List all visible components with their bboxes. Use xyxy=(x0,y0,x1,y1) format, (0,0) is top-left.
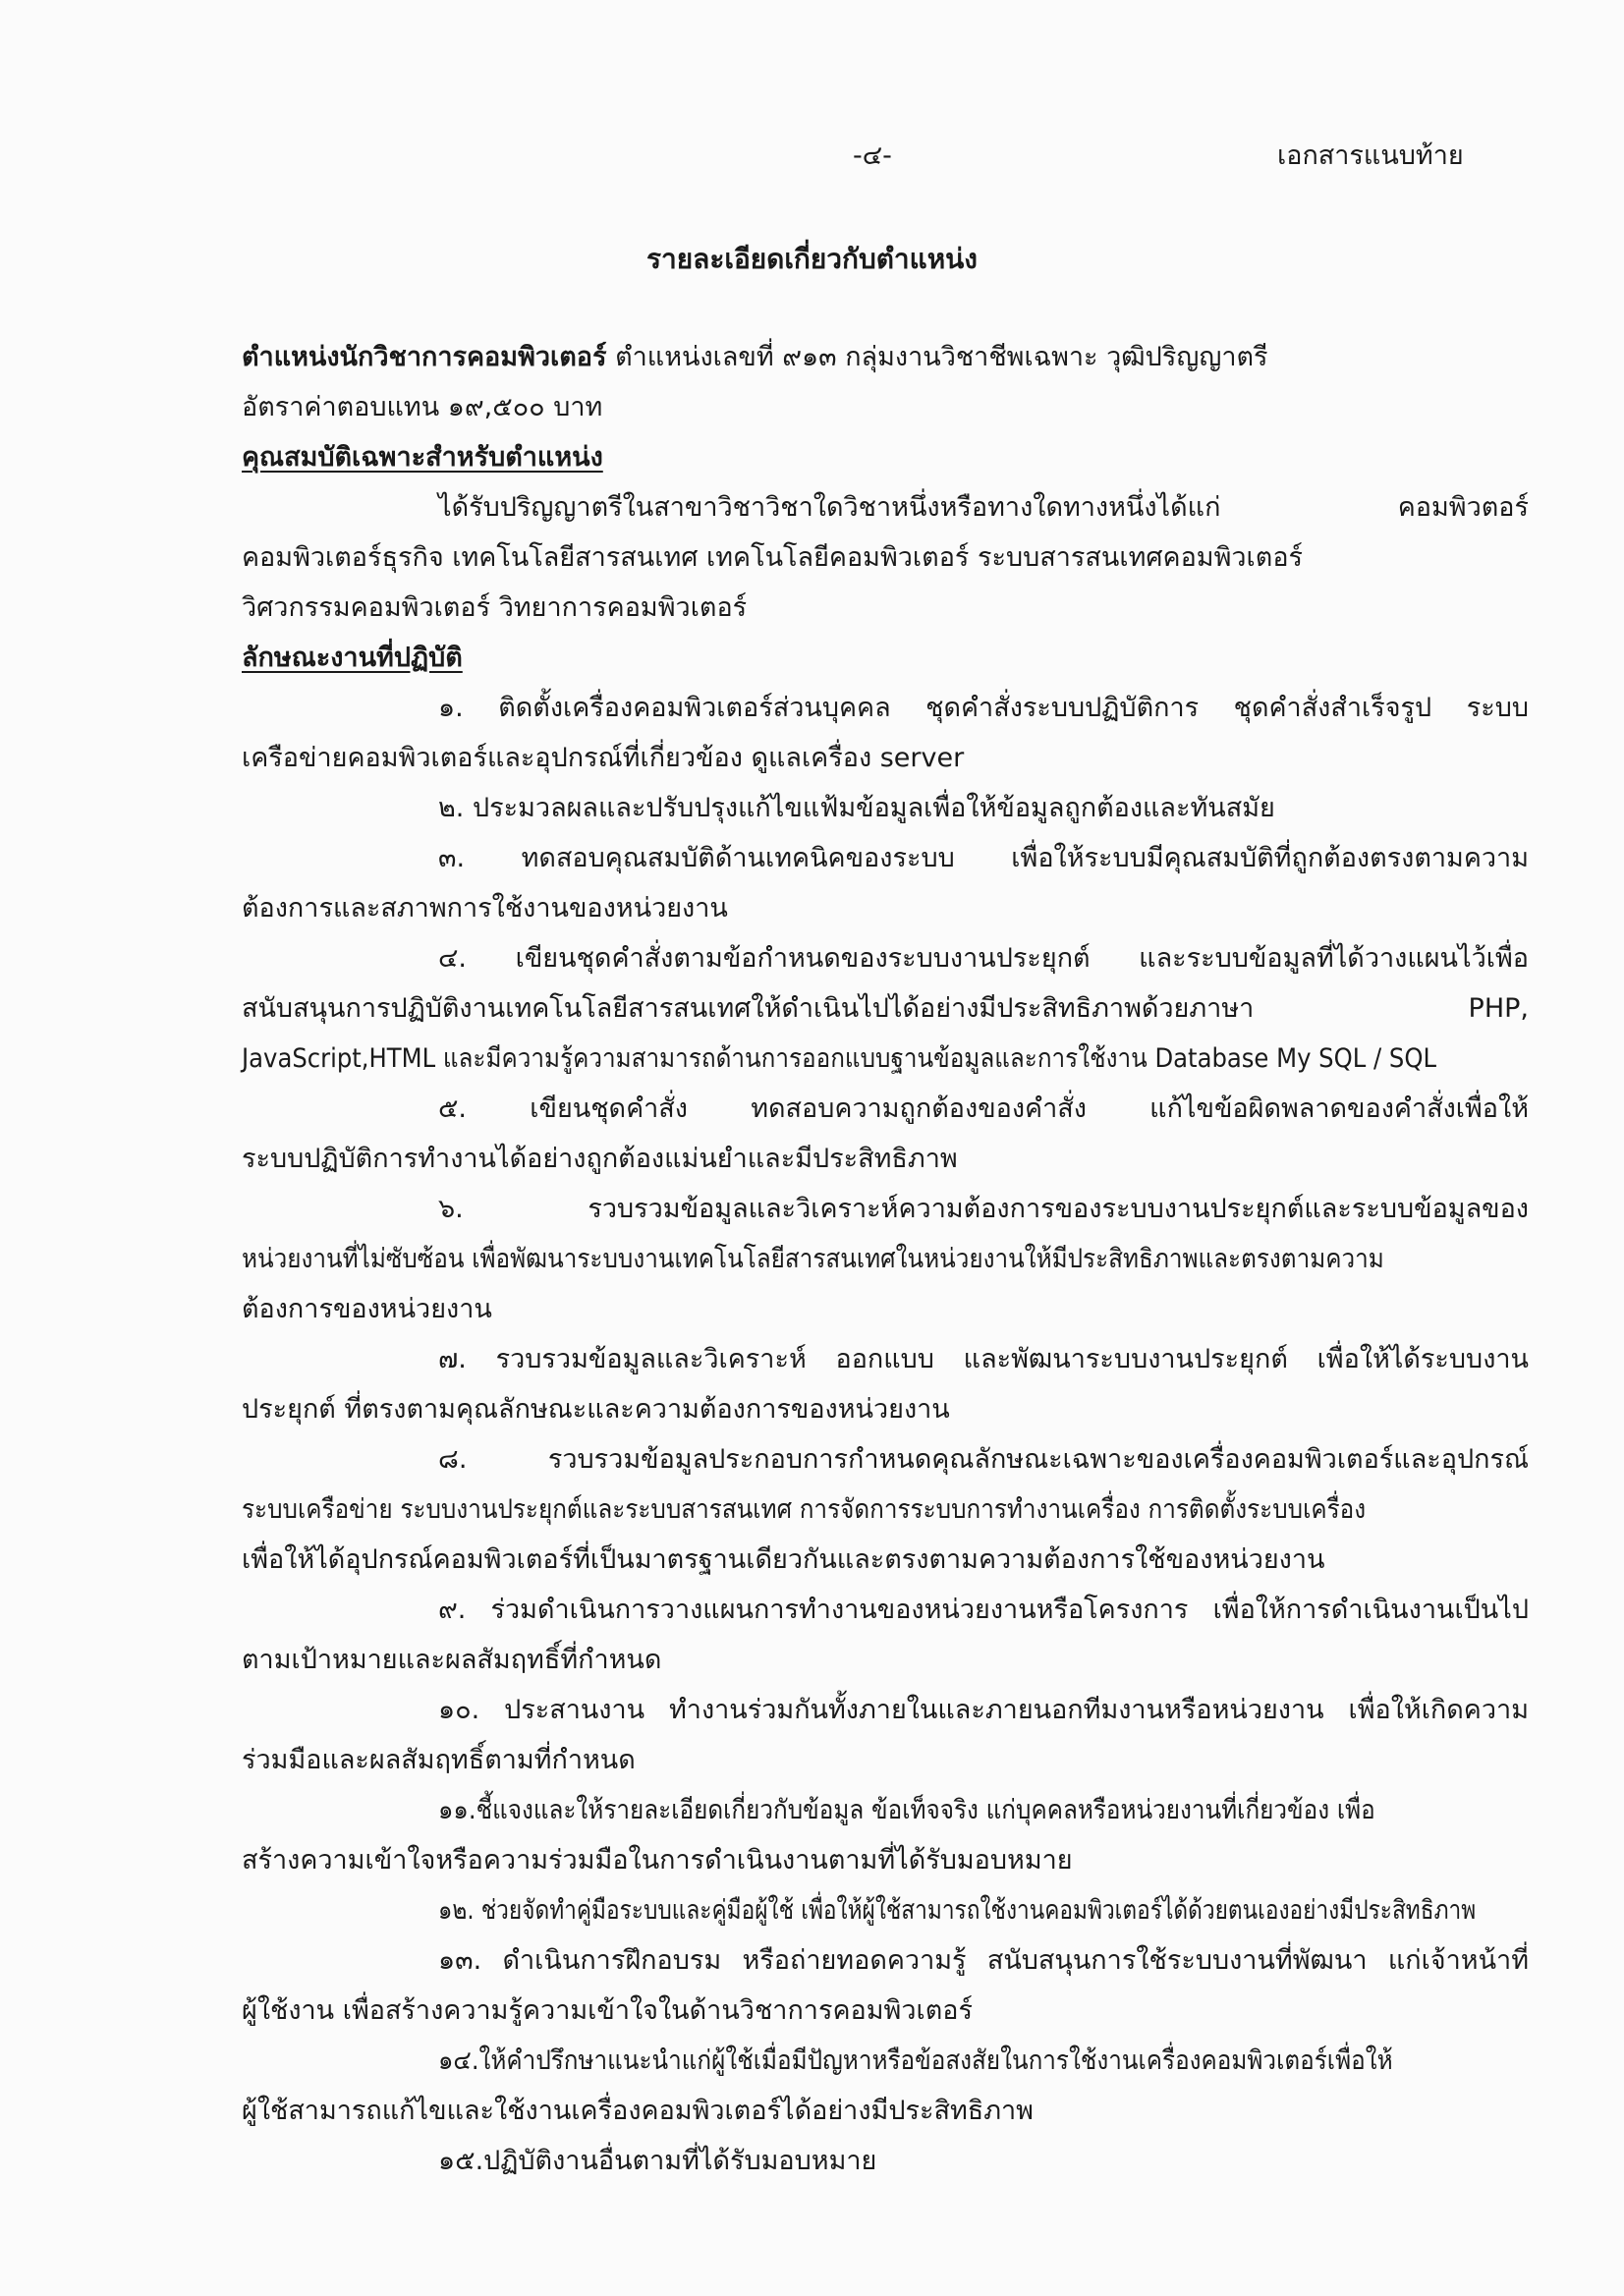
duty-line-11 xyxy=(242,1785,1529,1835)
duty-line-6-cont xyxy=(242,1234,1529,1284)
attachment-label: เอกสารแนบท้าย xyxy=(1277,140,1464,171)
duty-line-12 xyxy=(242,1885,1529,1935)
duty-line-13: ๑๓. ดำเนินการฝึกอบรม หรือถ่ายทอดความรู้ สนับสนุนการใช้ระบบงานที่พัฒนา แก่เจ้าหน้าที่ xyxy=(438,1945,1529,1976)
duty-line-8-cont xyxy=(242,1484,1529,1535)
duty-line-4-tech: JavaScript,HTML และมีความรู้ความสามารถด้านการออกแบบฐานข้อมูลและการใช้งาน Database My SQL / SQL xyxy=(242,1043,1436,1074)
duty-line-2: ๒. ประมวลผลและปรับปรุงแก้ไขแฟ้มข้อมูลเพื่อให้ข้อมูลถูกต้องและทันสมัย xyxy=(438,793,1275,823)
duty-line-10-cont: ร่วมมือและผลสัมฤทธิ์ตามที่กำหนด xyxy=(242,1745,636,1775)
duty-line-9-cont: ตามเป้าหมายและผลสัมฤทธิ์ที่กำหนด xyxy=(242,1645,662,1675)
duty-line-5: ๕. เขียนชุดคำสั่ง ทดสอบความถูกต้องของคำสั่ง แก้ไขข้อผิดพลาดของคำสั่งเพื่อให้ xyxy=(438,1093,1529,1124)
duty-line-14-text: ๑๔.ให้คำปรึกษาแนะนำแก่ผู้ใช้เมื่อมีปัญหาหรือข้อสงสัยในการใช้งานเครื่องคอมพิวเตอร์เพื่อให้ xyxy=(438,2045,1393,2076)
page-number: -๔- xyxy=(853,140,892,171)
duty-line-9: ๙. ร่วมดำเนินการวางแผนการทำงานของหน่วยงานหรือโครงการ เพื่อให้การดำเนินงานเป็นไป xyxy=(438,1595,1529,1625)
duty-line-11-text: ๑๑.ชี้แจงและให้รายละเอียดเกี่ยวกับข้อมูล ข้อเท็จจริง แก่บุคคลหรือหน่วยงานที่เกี่ยวข้อง เพื่อ xyxy=(438,1795,1375,1825)
duty-line-4: ๔. เขียนชุดคำสั่งตามข้อกำหนดของระบบงานประยุกต์ และระบบข้อมูลที่ได้วางแผนไว้เพื่อ xyxy=(438,943,1529,974)
duty-line-12-text: ๑๒. ช่วยจัดทำคู่มือระบบและคู่มือผู้ใช้ เพื่อให้ผู้ใช้สามารถใช้งานคอมพิวเตอร์ได้ด้วยตนเองอย่างมีประสิทธิภาพ xyxy=(438,1895,1477,1926)
duty-line-10: ๑๐. ประสานงาน ทำงานร่วมกันทั้งภายในและภายนอกทีมงานหรือหน่วยงาน เพื่อให้เกิดความ xyxy=(438,1695,1529,1725)
duty-line-1-cont: เครือข่ายคอมพิวเตอร์และอุปกรณ์ที่เกี่ยวข้อง ดูแลเครื่อง server xyxy=(242,743,965,773)
qualification-line: คอมพิวเตอร์ธุรกิจ เทคโนโลยีสารสนเทศ เทคโนโลยีคอมพิวเตอร์ ระบบสารสนเทศคอมพิวเตอร์ xyxy=(242,542,1304,573)
qualification-line: ได้รับปริญญาตรีในสาขาวิชาวิชาใดวิชาหนึ่งหรือทางใดทางหนึ่งได้แก่ คอมพิวตอร์ xyxy=(438,492,1529,523)
duty-line-1: ๑. ติดตั้งเครื่องคอมพิวเตอร์ส่วนบุคคล ชุดคำสั่งระบบปฏิบัติการ ชุดคำสั่งสำเร็จรูป ระบบ xyxy=(438,693,1529,723)
duties-heading-text: ลักษณะงานที่ปฏิบัติ xyxy=(242,643,463,673)
duty-line-13-cont: ผู้ใช้งาน เพื่อสร้างความรู้ความเข้าใจในด้านวิชาการคอมพิวเตอร์ xyxy=(242,1995,973,2026)
duty-line-7: ๗. รวบรวมข้อมูลและวิเคราะห์ ออกแบบ และพัฒนาระบบงานประยุกต์ เพื่อให้ได้ระบบงาน xyxy=(438,1344,1529,1374)
duty-line-6-text: หน่วยงานที่ไม่ซับซ้อน เพื่อพัฒนาระบบงานเทคโนโลยีสารสนเทศในหน่วยงานให้มีประสิทธิภาพและตรงตามความ xyxy=(242,1244,1384,1274)
duty-line-8: ๘. รวบรวมข้อมูลประกอบการกำหนดคุณลักษณะเฉพาะของเครื่องคอมพิวเตอร์และอุปกรณ์ xyxy=(438,1444,1529,1475)
duty-line-15: ๑๕.ปฏิบัติงานอื่นตามที่ได้รับมอบหมาย xyxy=(438,2146,877,2176)
duty-line-8-cont: เพื่อให้ได้อุปกรณ์คอมพิวเตอร์ที่เป็นมาตรฐานเดียวกันและตรงตามความต้องการใช้ของหน่วยงาน xyxy=(242,1544,1325,1575)
duty-line-3: ๓. ทดสอบคุณสมบัติด้านเทคนิคของระบบ เพื่อให้ระบบมีคุณสมบัติที่ถูกต้องตรงตามความ xyxy=(438,843,1529,873)
duty-line-6-cont: ต้องการของหน่วยงาน xyxy=(242,1294,492,1324)
salary-line: อัตราค่าตอบแทน ๑๙,๕๐๐ บาท xyxy=(242,392,603,422)
duty-line-5-cont: ระบบปฏิบัติการทำงานได้อย่างถูกต้องแม่นยำและมีประสิทธิภาพ xyxy=(242,1144,958,1174)
duty-line-4-cont xyxy=(242,1034,1529,1084)
duty-line-7-cont: ประยุกต์ ที่ตรงตามคุณลักษณะและความต้องการของหน่วยงาน xyxy=(242,1394,950,1425)
qualifications-heading xyxy=(242,432,1529,482)
qualifications-heading-text: คุณสมบัติเฉพาะสำหรับตำแหน่ง xyxy=(242,442,603,473)
duty-line-4-cont: สนับสนุนการปฏิบัติงานเทคโนโลยีสารสนเทศให้ดำเนินไปได้อย่างมีประสิทธิภาพด้วยภาษา PHP, xyxy=(242,993,1529,1024)
duty-line-14 xyxy=(242,2036,1529,2086)
document-body xyxy=(242,332,1529,2186)
duty-line-3-cont: ต้องการและสภาพการใช้งานของหน่วยงาน xyxy=(242,893,728,924)
position-details: ตำแหน่งเลขที่ ๙๑๓ กลุ่มงานวิชาชีพเฉพาะ วุฒิปริญญาตรี xyxy=(606,342,1268,372)
document-title: รายละเอียดเกี่ยวกับตำแหน่ง xyxy=(646,243,978,275)
duty-line-11-cont: สร้างความเข้าใจหรือความร่วมมือในการดำเนินงานตามที่ได้รับมอบหมาย xyxy=(242,1845,1073,1876)
duties-heading xyxy=(242,633,1529,683)
duty-line-6: ๖. รวบรวมข้อมูลและวิเคราะห์ความต้องการของระบบงานประยุกต์และระบบข้อมูลของ xyxy=(438,1194,1529,1224)
qualification-line: วิศวกรรมคอมพิวเตอร์ วิทยาการคอมพิวเตอร์ xyxy=(242,592,748,623)
position-name: ตำแหน่งนักวิชาการคอมพิวเตอร์ xyxy=(242,342,607,372)
position-line xyxy=(242,332,1529,382)
duty-line-14-cont: ผู้ใช้สามารถแก้ไขและใช้งานเครื่องคอมพิวเตอร์ได้อย่างมีประสิทธิภาพ xyxy=(242,2096,1034,2126)
duty-line-8-text: ระบบเครือข่าย ระบบงานประยุกต์และระบบสารสนเทศ การจัดการระบบการทำงานเครื่อง การติดตั้งระบบเครื่อง xyxy=(242,1494,1367,1525)
